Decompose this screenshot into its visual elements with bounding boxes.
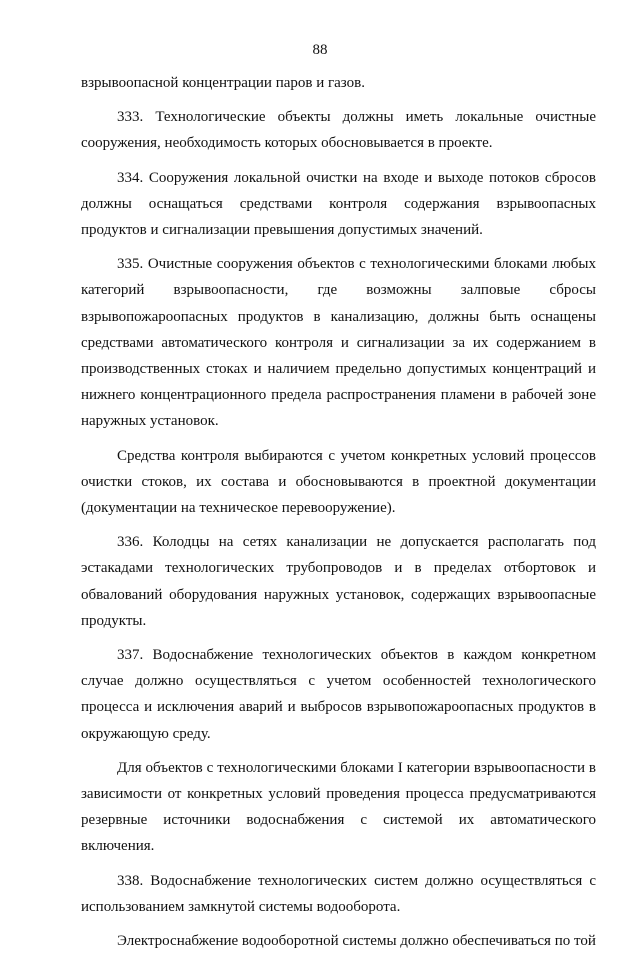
paragraph-control-means: Средства контроля выбираются с учетом конкретных условий процессов очистки стоков, их состава и обосновываются в проектной документации (документации на техническое перевооружение). — [81, 447, 596, 517]
paragraph-338: 338. Водоснабжение технологических систем должно осуществляться с использованием замкнутой системы водооборота. — [81, 872, 596, 915]
document-body — [81, 70, 596, 954]
paragraph-category-i: Для объектов с технологическими блоками I категории взрывоопасности в зависимости от конкретных условий проведения процесса предусматриваются резервные источники водоснабжения с системой их автоматического включения. — [81, 759, 596, 855]
page-number: 88 — [312, 42, 328, 58]
paragraph-334: 334. Сооружения локальной очистки на входе и выходе потоков сбросов должны оснащаться средствами контроля содержания взрывоопасных продуктов и сигнализации превышения допустимых значений. — [81, 169, 596, 239]
paragraph-continuation: взрывоопасной концентрации паров и газов. — [81, 75, 365, 91]
paragraph-333: 333. Технологические объекты должны иметь локальные очистные сооружения, необходимость которых обосновывается в проекте. — [81, 109, 596, 152]
paragraph-337: 337. Водоснабжение технологических объектов в каждом конкретном случае должно осуществляться с учетом особенностей технологического процесса и исключения аварий и выбросов взрывопожароопасных продуктов в окружающую среду. — [81, 647, 596, 742]
paragraph-336: 336. Колодцы на сетях канализации не допускается располагать под эстакадами технологических трубопроводов и в пределах отбортовок и обвалований оборудования наружных установок, содержащих взрывоопасные продукты. — [81, 534, 596, 629]
paragraph-power-supply: Электроснабжение водооборотной системы должно обеспечиваться по той — [117, 933, 596, 950]
paragraph-335: 335. Очистные сооружения объектов с технологическими блоками любых категорий взрывоопасности, где возможны залповые сбросы взрывопожароопасных продуктов в канализацию, должны быть оснащены средствами автоматического контроля и сигнализации за их содержанием в производственных стоках и наличием предельно допустимых концентраций и нижнего концентрационного предела распространения пламени в рабочей зоне наружных установок. — [81, 256, 596, 430]
